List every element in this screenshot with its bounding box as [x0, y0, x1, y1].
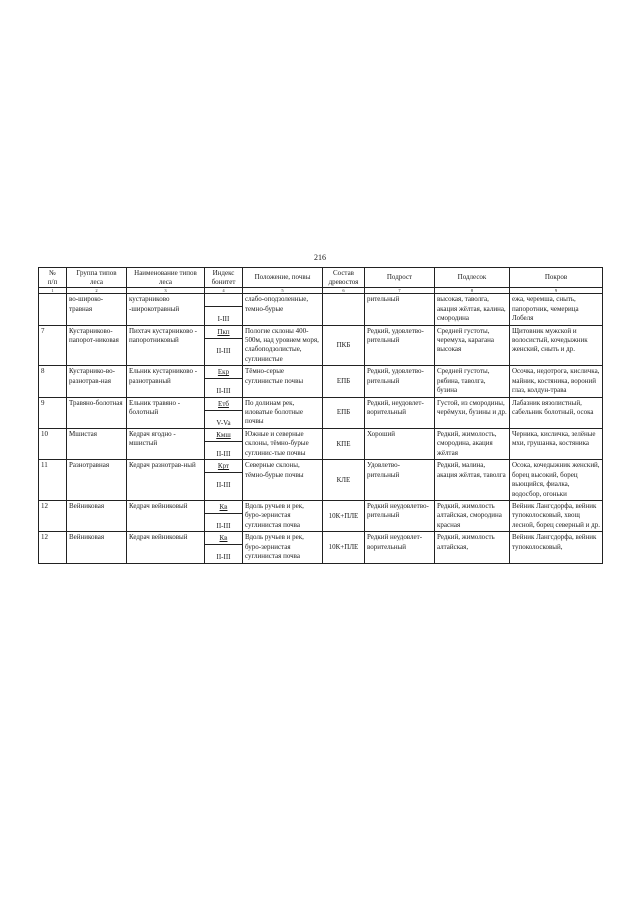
underbrush-cell: Густой, из смородины, черёмухи, бузины и др.	[435, 397, 510, 428]
composition-cell: 10К+ПЛЕ	[323, 532, 365, 563]
undergrowth-cell: рительный	[365, 294, 435, 325]
undergrowth-cell: Редкий неудовлет-ворительный	[365, 532, 435, 563]
index-bonitet-cell	[205, 501, 243, 532]
composition-cell: ЕПБ	[323, 366, 365, 397]
column-number: 3	[127, 288, 205, 294]
underbrush-cell: Редкий, малина, акация жёлтая, таволга	[435, 460, 510, 501]
table-row	[39, 325, 603, 366]
column-number: 2	[67, 288, 127, 294]
forest-type-index: Крт	[205, 460, 242, 473]
group-cell: Разнотравная	[67, 460, 127, 501]
column-number: 9	[510, 288, 603, 294]
underbrush-cell: Редкий, жимолость, смородина, акация жёлтая	[435, 429, 510, 460]
header-cell: Состав древостоя	[323, 268, 365, 288]
bonitet-class: II-III	[216, 387, 231, 396]
table-row	[39, 532, 603, 563]
bonitet-class: II-III	[216, 450, 231, 459]
header-cell: Подлесок	[435, 268, 510, 288]
composition-cell	[323, 294, 365, 325]
underbrush-cell: Средней густоты, рябина, таволга, бузина	[435, 366, 510, 397]
index-bonitet-cell	[205, 397, 243, 428]
page-number: 216	[314, 253, 326, 262]
name-cell: кустарниково -широкотравный	[127, 294, 205, 325]
group-cell: Кустарнико-во-разнотрав-ная	[67, 366, 127, 397]
no-cell: 7	[39, 325, 67, 366]
name-cell: Кедрач разнотрав-ный	[127, 460, 205, 501]
forest-type-index: Етб	[205, 398, 242, 411]
forest-type-index: Кв	[205, 501, 242, 514]
index-bonitet-cell	[205, 325, 243, 366]
position-cell: Южные и северные склоны, тёмно-бурые суглинис-тые почвы	[243, 429, 323, 460]
header-cell: Наименование типов леса	[127, 268, 205, 288]
name-cell: Кедрач ягодно - мшистый	[127, 429, 205, 460]
name-cell: Ельник травяно - болотный	[127, 397, 205, 428]
position-cell: Пологие склоны 400-500м, над уровнем моря, слабоподзолистые, суглинистые	[243, 325, 323, 366]
header-cell: № п/п	[39, 268, 67, 288]
no-cell: 8	[39, 366, 67, 397]
composition-cell: КПЕ	[323, 429, 365, 460]
bonitet-class: II-III	[216, 522, 231, 531]
index-bonitet-cell	[205, 366, 243, 397]
cover-cell: Осока, кочедыжник женский, борец высокий, борец вьющийся, фиалка, водосбор, огоньки	[510, 460, 603, 501]
composition-cell: ПКБ	[323, 325, 365, 366]
column-number: 8	[435, 288, 510, 294]
name-cell: Кедрач вейниковый	[127, 532, 205, 563]
column-number: 7	[365, 288, 435, 294]
group-cell: Травяно-болотная	[67, 397, 127, 428]
no-cell: 12	[39, 501, 67, 532]
composition-cell: КЛЕ	[323, 460, 365, 501]
name-cell: Ельник кустарниково - разнотравный	[127, 366, 205, 397]
bonitet-class: II-III	[216, 553, 231, 562]
cover-cell: Вейник Лангсдорфа, вейник тупоколосковый, хвощ лесной, борец северный и др.	[510, 501, 603, 532]
forest-type-index: Кв	[205, 532, 242, 545]
header-cell: Группа типов леса	[67, 268, 127, 288]
cover-cell: Черника, кисличка, зелёные мхи, грушанка, костяника	[510, 429, 603, 460]
position-cell: По долинам рек, иловатые болотные почвы	[243, 397, 323, 428]
table-row	[39, 460, 603, 501]
no-cell: 11	[39, 460, 67, 501]
header-row	[39, 268, 603, 288]
bonitet-class: V-Va	[216, 418, 231, 427]
group-cell: Мшистая	[67, 429, 127, 460]
composition-cell: 10К+ПЛЕ	[323, 501, 365, 532]
name-cell: Кедрач вейниковый	[127, 501, 205, 532]
cover-cell: Щитовник мужской и волосистый, кочедыжник женский, сныть и др.	[510, 325, 603, 366]
position-cell: слабо-оподзоленные, темно-бурые	[243, 294, 323, 325]
no-cell	[39, 294, 67, 325]
no-cell: 10	[39, 429, 67, 460]
no-cell: 9	[39, 397, 67, 428]
header-cell: Положение, почвы	[243, 268, 323, 288]
undergrowth-cell: Удовлетво-рительный	[365, 460, 435, 501]
undergrowth-cell: Редкий, неудовлет-ворительный	[365, 397, 435, 428]
forest-type-index: Пкп	[205, 326, 242, 339]
undergrowth-cell: Хороший	[365, 429, 435, 460]
cover-cell: Лабазник вязолистный, сабельник болотный, осока	[510, 397, 603, 428]
table-row	[39, 397, 603, 428]
name-cell: Пихтач кустарниково - папоротниковый	[127, 325, 205, 366]
bonitet-class: II-III	[216, 346, 231, 355]
underbrush-cell: Редкий, жимолость алтайская, смородина красная	[435, 501, 510, 532]
cover-cell: Осочка, недотрога, кисличка, майник, костяника, вороний глаз, колдун-трава	[510, 366, 603, 397]
composition-cell: ЕПБ	[323, 397, 365, 428]
header-cell: Индекс бонитет	[205, 268, 243, 288]
forest-types-table	[38, 267, 603, 564]
forest-type-index	[205, 294, 242, 307]
forest-type-index: Кмш	[205, 429, 242, 442]
cover-cell: ежа, черемша, сныть, папоротник, чемерица Лобеля	[510, 294, 603, 325]
header-cell: Покров	[510, 268, 603, 288]
column-number: 5	[243, 288, 323, 294]
table-row	[39, 366, 603, 397]
position-cell: Тёмно-серые суглинистые почвы	[243, 366, 323, 397]
group-cell: Кустарниково-папорот-никовая	[67, 325, 127, 366]
group-cell: Вейниковая	[67, 501, 127, 532]
table-row	[39, 429, 603, 460]
column-number: 1	[39, 288, 67, 294]
table-row	[39, 501, 603, 532]
bonitet-class: I-III	[217, 315, 230, 324]
group-cell: во-широко-травная	[67, 294, 127, 325]
forest-type-index: Екр	[205, 366, 242, 379]
position-cell: Северные склоны, тёмно-бурые почвы	[243, 460, 323, 501]
index-bonitet-cell	[205, 429, 243, 460]
group-cell: Вейниковая	[67, 532, 127, 563]
index-bonitet-cell	[205, 460, 243, 501]
position-cell: Вдоль ручьев и рек, буро-зернистая суглинистая почва	[243, 532, 323, 563]
table-row	[39, 294, 603, 325]
underbrush-cell: Средней густоты, черемуха, карагана высокая	[435, 325, 510, 366]
column-number: 6	[323, 288, 365, 294]
position-cell: Вдоль ручьев и рек, буро-зернистая суглинистая почва	[243, 501, 323, 532]
index-bonitet-cell	[205, 294, 243, 325]
underbrush-cell: высокая, таволга, акация жёлтая, калина, смородина	[435, 294, 510, 325]
index-bonitet-cell	[205, 532, 243, 563]
bonitet-class: II-III	[216, 481, 231, 490]
undergrowth-cell: Редкий, удовлетво-рительный	[365, 325, 435, 366]
undergrowth-cell: Редкий, удовлетво-рительный	[365, 366, 435, 397]
column-number: 4	[205, 288, 243, 294]
underbrush-cell: Редкий, жимолость алтайская,	[435, 532, 510, 563]
header-cell: Подрост	[365, 268, 435, 288]
no-cell: 12	[39, 532, 67, 563]
undergrowth-cell: Редкий неудовлетво-рительный	[365, 501, 435, 532]
cover-cell: Вейник Лангсдорфа, вейник тупоколосковый,	[510, 532, 603, 563]
